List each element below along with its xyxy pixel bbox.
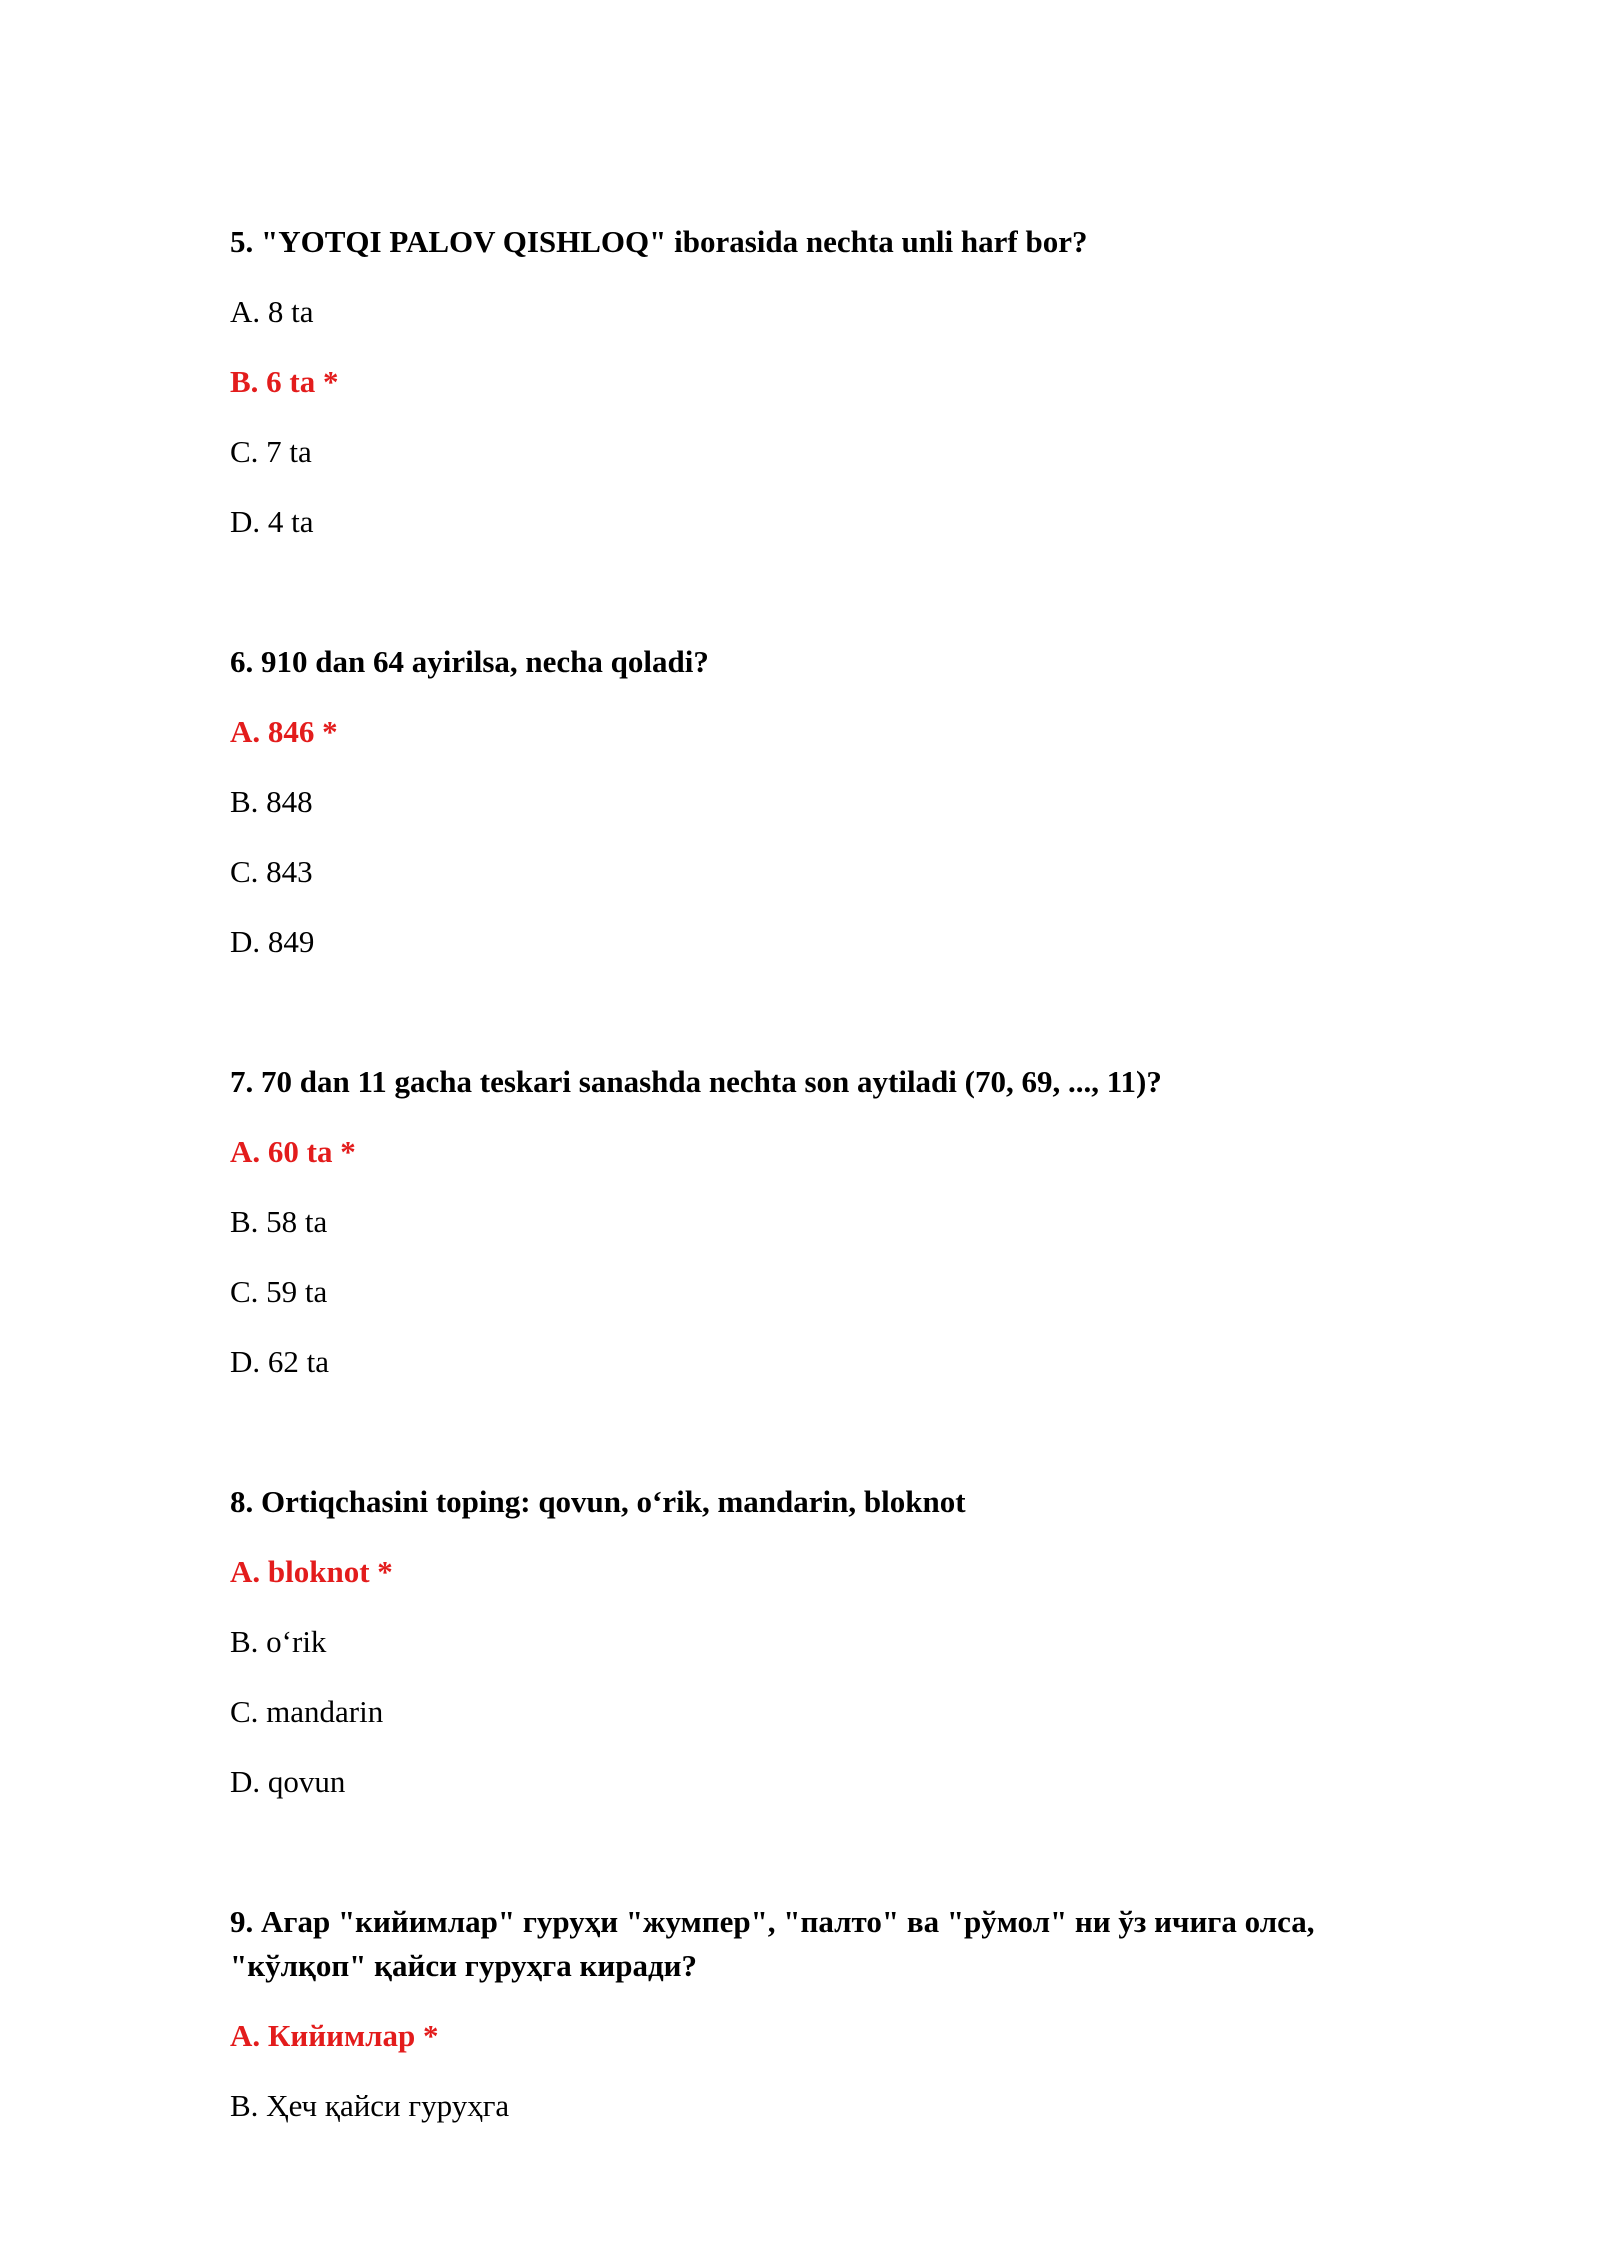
question-6 [230,640,709,990]
question-text: 7. 70 dan 11 gacha teskari sanashda nechta son aytiladi (70, 69, ..., 11)? [230,1064,1162,1099]
option-d: D. 4 ta [230,504,314,539]
option-a-correct: A. bloknot * [230,1554,393,1589]
option-c: C. 59 ta [230,1274,328,1309]
question-text: 8. Ortiqchasini toping: qovun, o‘rik, mandarin, bloknot [230,1484,966,1519]
question-text: 9. Агар "кийимлар" гуруҳи "жумпер", "палто" ва "рўмол" ни ўз ичига олса, "кўлқоп" қайси гуруҳга киради? [230,1904,1315,1983]
option-b-correct: B. 6 ta * [230,364,339,399]
option-a-correct: A. Кийимлар * [230,2018,439,2053]
option-a-correct: A. 846 * [230,714,338,749]
option-d: D. qovun [230,1764,346,1799]
question-text: 5. "YOTQI PALOV QISHLOQ" iborasida nechta unli harf bor? [230,224,1088,259]
option-d: D. 849 [230,924,315,959]
question-8 [230,1480,966,1830]
option-c: C. mandarin [230,1694,384,1729]
option-a-correct: A. 60 ta * [230,1134,356,1169]
option-c: C. 843 [230,854,313,889]
option-b: B. o‘rik [230,1624,327,1659]
question-9 [230,1900,1390,2154]
option-b: B. 58 ta [230,1204,328,1239]
option-b: B. Ҳеч қайси гуруҳга [230,2088,510,2123]
question-7 [230,1060,1162,1410]
option-c: C. 7 ta [230,434,312,469]
question-5 [230,220,1087,570]
option-d: D. 62 ta [230,1344,330,1379]
question-text: 6. 910 dan 64 ayirilsa, necha qoladi? [230,644,709,679]
option-a: A. 8 ta [230,294,314,329]
option-b: B. 848 [230,784,313,819]
